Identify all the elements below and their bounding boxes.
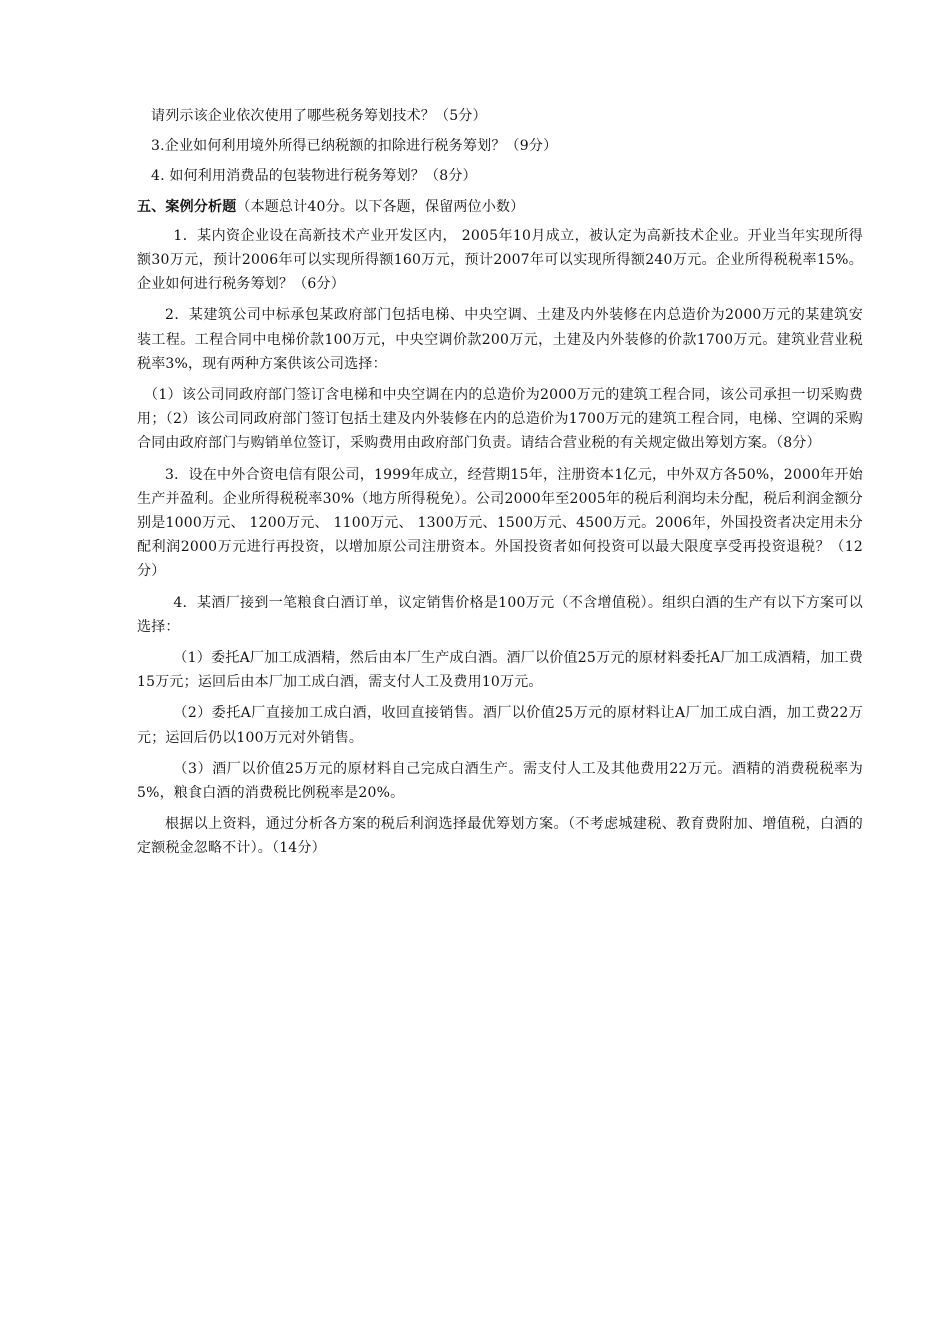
section-5-title: 五、案例分析题 bbox=[137, 198, 237, 215]
page-content bbox=[137, 104, 863, 868]
case-4-option-1: （1）委托A厂加工成酒精，然后由本厂生产成白酒。酒厂以价值25万元的原材料委托A厂加工成酒精，加工费15万元；运回后由本厂加工成白酒，需支付人工及费用10万元。 bbox=[137, 650, 863, 691]
section-5-note: （本题总计40分。以下各题，保留两位小数） bbox=[236, 198, 525, 215]
case-4-option-3: （3）酒厂以价值25万元的原材料自己完成白酒生产。需支付人工及其他费用22万元。酒精的消费税税率为5%，粮食白酒的消费税比例税率是20%。 bbox=[137, 760, 863, 802]
case-3: 3．设在中外合资电信有限公司，1999年成立，经营期15年，注册资本1亿元，中外双方各50%，2000年开始生产并盈利。企业所得税税率30%（地方所得税免）。公司2000年至2005年的税后利润均未分配，税后利润金额分别是1000万元、 1200万元、 1100万元、 1300万元、1500万元、4500万元。2006年，外国投资者决定用未分配利润2000万元进行再投资，以增加原公司注册资本。外国投资者如何投资可以最大限度享受再投资退税？（12分） bbox=[137, 466, 863, 580]
question-4: 4. 如何利用消费品的包装物进行税务筹划？（8分） bbox=[151, 168, 477, 185]
case-4-option-2: （2）委托A厂直接加工成白酒，收回直接销售。酒厂以价值25万元的原材料让A厂加工成白酒，加工费22万元；运回后仍以100万元对外销售。 bbox=[137, 705, 863, 746]
question-3: 3.企业如何利用境外所得已纳税额的扣除进行税务筹划？（9分） bbox=[151, 138, 558, 155]
case-2-options: （1）该公司同政府部门签订含电梯和中央空调在内的总造价为2000万元的建筑工程合同，该公司承担一切采购费用；（2）该公司同政府部门签订包括土建及内外装修在内的总造价为1700万元的建筑工程合同，电梯、空调的采购合同由政府部门与购销单位签订，采购费用由政府部门负责。请结合营业税的有关规定做出筹划方案。（8分） bbox=[137, 387, 863, 452]
case-4: 4．某酒厂接到一笔粮食白酒订单，议定销售价格是100万元（不含增值税）。组织白酒的生产有以下方案可以选择： bbox=[137, 594, 863, 635]
case-1: 1．某内资企业设在高新技术产业开发区内， 2005年10月成立，被认定为高新技术企业。开业当年实现所得额30万元，预计2006年可以实现所得额160万元，预计2007年可以实现所得额240万元。企业所得税税率15%。企业如何进行税务筹划？（6分） bbox=[137, 227, 863, 293]
case-4-conclusion: 根据以上资料，通过分析各方案的税后利润选择最优筹划方案。（不考虑城建税、教育费附加、增值税，白酒的定额税金忽略不计）。（14分） bbox=[137, 816, 863, 857]
section-5-heading bbox=[137, 195, 863, 219]
case-2: 2．某建筑公司中标承包某政府部门包括电梯、中央空调、土建及内外装修在内总造价为2000万元的某建筑安装工程。工程合同中电梯价款100万元，中央空调价款200万元，土建及内外装修的价款1700万元。建筑业营业税税率3%，现有两种方案供该公司选择： bbox=[137, 307, 863, 372]
question-tail-line: 请列示该企业依次使用了哪些税务筹划技术？（5分） bbox=[151, 108, 487, 124]
